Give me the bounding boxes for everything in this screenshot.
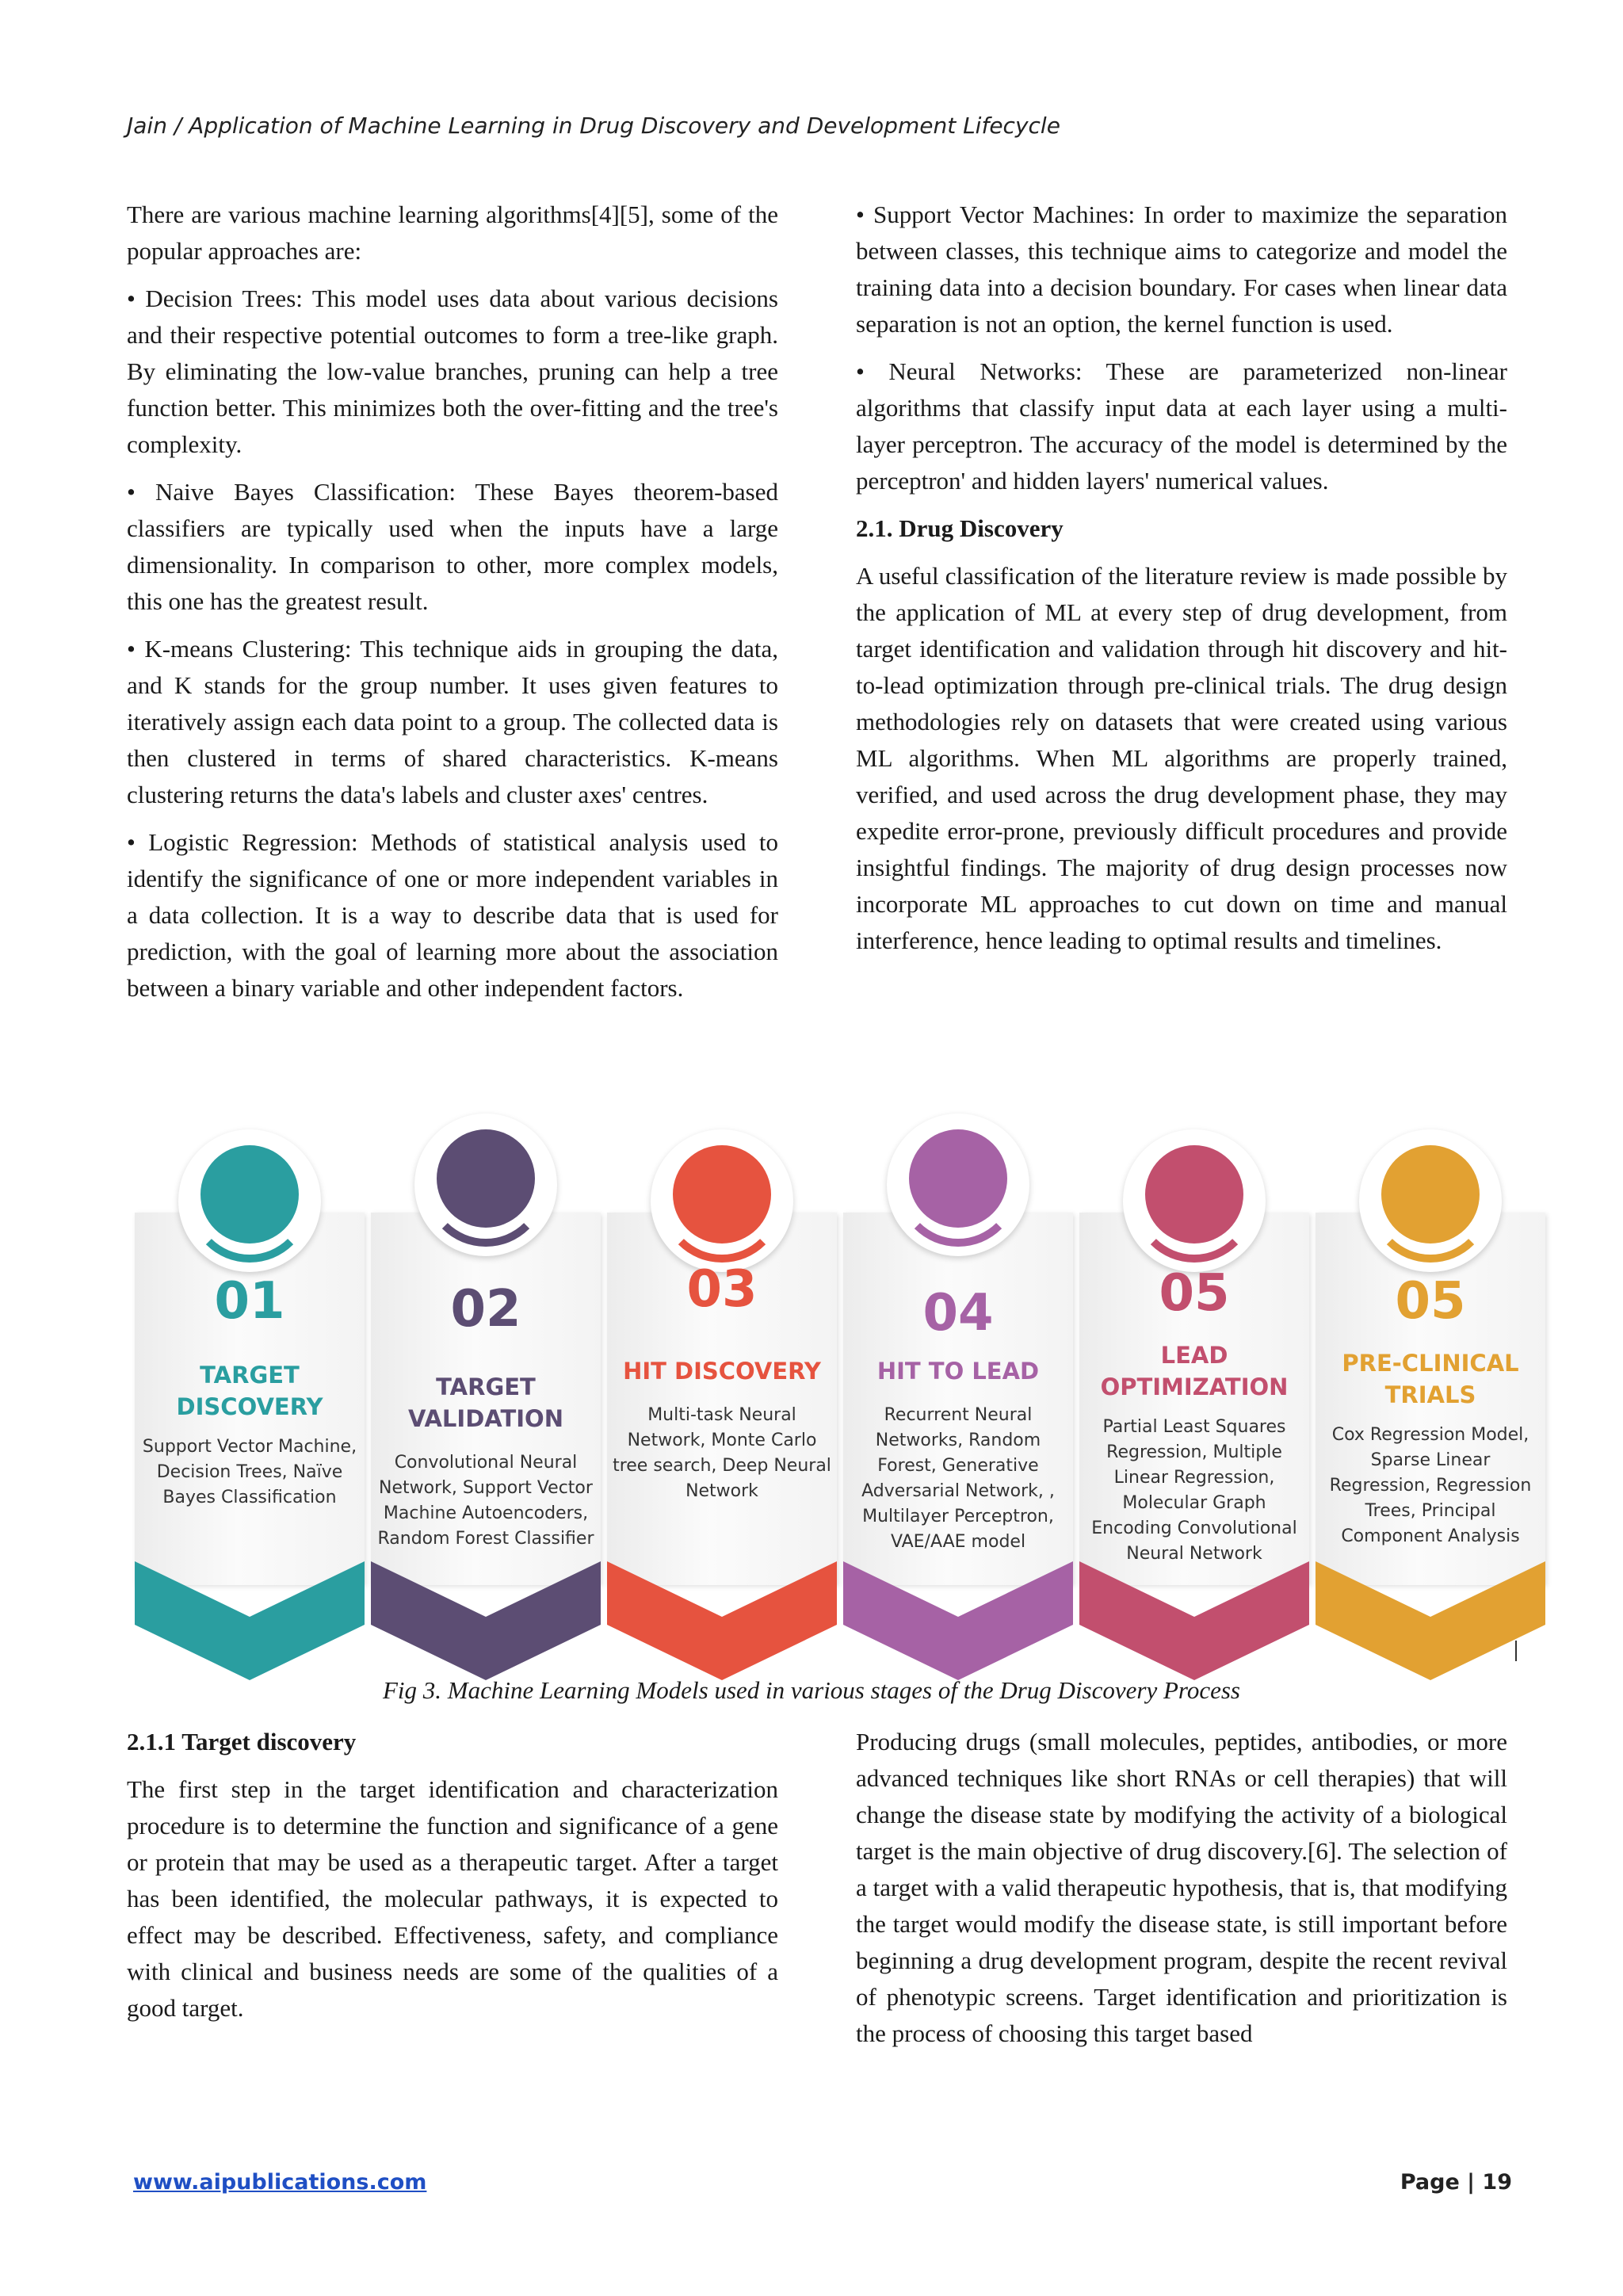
producing-drugs-paragraph: Producing drugs (small molecules, peptides, antibodies, or more advanced techniques like short RNAs or cell therapies) that will change the disease state by modifying the activity of a biological target is the main objective of drug discovery.[6]. The selection of a target with a valid therapeutic hypothesis, that is, that modifying the target would modify the disease state, is still important before beginning a drug development program, despite the recent revival of phenotypic screens. Target identification and prioritization is the process of choosing this target based xyxy=(856,1728,1507,2047)
stage-ring-icon xyxy=(887,1114,1029,1256)
page-number: Page | 19 xyxy=(1400,2170,1512,2195)
stage-description: Multi-task Neural Network, Monte Carlo tree search, Deep Neural Network xyxy=(613,1405,831,1501)
stage-title: HIT TO LEAD xyxy=(876,1358,1040,1385)
stage-description: Recurrent Neural Networks, Random Forest, Generative Adversarial Network, , Multilayer Perceptron, VAE/AAE model xyxy=(861,1405,1055,1552)
stage-number: 05 xyxy=(1159,1264,1230,1323)
section-heading-drug-discovery: 2.1. Drug Discovery xyxy=(856,514,1064,542)
section-heading-target-discovery: 2.1.1 Target discovery xyxy=(127,1728,357,1755)
stage-chevron-shape xyxy=(1079,1561,1309,1680)
stage-dot xyxy=(1145,1145,1243,1244)
stage-number: 02 xyxy=(450,1280,521,1339)
stage-ring-icon xyxy=(1123,1129,1266,1272)
logistic-regression-paragraph: • Logistic Regression: Methods of statistical analysis used to identify the significance of one or more independent variables in a data collection. It is a way to describe data that is used for prediction, with the goal of learning more about the association between a binary variable and other independent factors. xyxy=(127,828,778,1002)
stage-chevron-shape xyxy=(843,1561,1073,1680)
right-column-top xyxy=(856,197,1507,970)
stage-chevron-shape xyxy=(371,1561,601,1680)
neural-networks-paragraph: • Neural Networks: These are parameterized non-linear algorithms that classify input data at each layer using a multi-layer perceptron. The accuracy of the model is determined by the perceptron' and hidden layers' numerical values. xyxy=(856,357,1507,495)
stage-ring-icon xyxy=(651,1129,793,1272)
intro-paragraph: There are various machine learning algorithms[4][5], some of the popular approaches are: xyxy=(127,201,778,265)
stage-dot xyxy=(437,1129,535,1228)
text-cursor xyxy=(1515,1641,1517,1661)
publisher-link[interactable]: www.aipublications.com xyxy=(133,2170,427,2195)
stage-title: PRE-CLINICAL TRIALS xyxy=(1342,1350,1519,1408)
stage-description: Cox Regression Model, Sparse Linear Regression, Regression Trees, Principal Component Analysis xyxy=(1329,1425,1532,1546)
stage-dot xyxy=(909,1129,1007,1228)
stage-ring-icon xyxy=(178,1129,321,1272)
stage-chevron-shape xyxy=(1316,1561,1545,1680)
stage-title: TARGET VALIDATION xyxy=(408,1373,563,1432)
right-column-bottom xyxy=(856,1724,1507,2063)
stage-description: Support Vector Machine, Decision Trees, Naïve Bayes Classification xyxy=(142,1437,357,1507)
stage-chevron xyxy=(371,1561,601,1680)
stage-number: 05 xyxy=(1395,1272,1466,1331)
stage-chevron xyxy=(1079,1561,1309,1680)
stage-title: LEAD OPTIMIZATION xyxy=(1100,1342,1289,1400)
stage-chevron xyxy=(135,1561,365,1680)
stage-title: TARGET DISCOVERY xyxy=(176,1362,323,1420)
stage-description: Convolutional Neural Network, Support Vector Machine Autoencoders, Random Forest Classifier xyxy=(377,1453,594,1549)
target-discovery-paragraph: The first step in the target identification and characterization procedure is to determine the function and significance of a gene or protein that may be used as a therapeutic target. After a target has been identified, the molecular pathways, it is expected to effect may be described. Effectiveness, safety, and compliance with clinical and business needs are some of the qualities of a good target. xyxy=(127,1775,778,2022)
left-column-top xyxy=(127,197,778,1018)
stage-chevron-shape xyxy=(607,1561,837,1680)
stage-dot xyxy=(1381,1145,1480,1244)
svm-paragraph: • Support Vector Machines: In order to maximize the separation between classes, this technique aims to categorize and model the training data into a decision boundary. For cases when linear data separation is not an option, the kernel function is used. xyxy=(856,201,1507,338)
left-column-bottom xyxy=(127,1724,778,2038)
stage-number: 01 xyxy=(214,1272,285,1331)
stage-ring-icon xyxy=(1359,1129,1502,1272)
figure-caption: Fig 3. Machine Learning Models used in various stages of the Drug Discovery Process xyxy=(383,1676,1240,1704)
kmeans-paragraph: • K-means Clustering: This technique aids in grouping the data, and K stands for the group number. It uses given features to iteratively assign each data point to a group. The collected data is then clustered in terms of shared characteristics. K-means clustering returns the data's labels and cluster axes' centres. xyxy=(127,635,778,808)
stage-chevron xyxy=(607,1561,837,1680)
drug-discovery-paragraph: A useful classification of the literature review is made possible by the application of ML at every step of drug development, from target identification and validation through hit discovery and hit-to-lead optimization through pre-clinical trials. The drug design methodologies rely on datasets that were created using various ML algorithms. When ML algorithms are properly trained, verified, and used across the drug development phase, they may expedite error-prone, previously difficult procedures and provide insightful findings. The majority of drug design processes now incorporate ML approaches to cut down on time and manual interference, hence leading to optimal results and timelines. xyxy=(856,562,1507,954)
stage-title: HIT DISCOVERY xyxy=(623,1358,821,1385)
stage-ring-icon xyxy=(414,1114,557,1256)
stage-dot xyxy=(200,1145,299,1244)
stage-description: Partial Least Squares Regression, Multiple Linear Regression, Molecular Graph Encoding Convolutional Neural Network xyxy=(1091,1417,1297,1564)
running-head: Jain / Application of Machine Learning in Drug Discovery and Development Lifecycle xyxy=(127,113,1060,139)
stage-chevron-shape xyxy=(135,1561,365,1680)
stage-chevron xyxy=(843,1561,1073,1680)
stage-dot xyxy=(673,1145,771,1244)
stage-chevron xyxy=(1316,1561,1545,1680)
naive-bayes-paragraph: • Naive Bayes Classification: These Bayes theorem-based classifiers are typically used when the inputs have a large dimensionality. In comparison to other, more complex models, this one has the greatest result. xyxy=(127,478,778,615)
stage-number: 03 xyxy=(686,1260,758,1319)
decision-trees-paragraph: • Decision Trees: This model uses data about various decisions and their respective potential outcomes to form a tree-like graph. By eliminating the low-value branches, pruning can help a tree function better. This minimizes both the over-fitting and the tree's complexity. xyxy=(127,285,778,458)
stages-figure xyxy=(135,1114,1532,1668)
stage-number: 04 xyxy=(922,1284,994,1343)
